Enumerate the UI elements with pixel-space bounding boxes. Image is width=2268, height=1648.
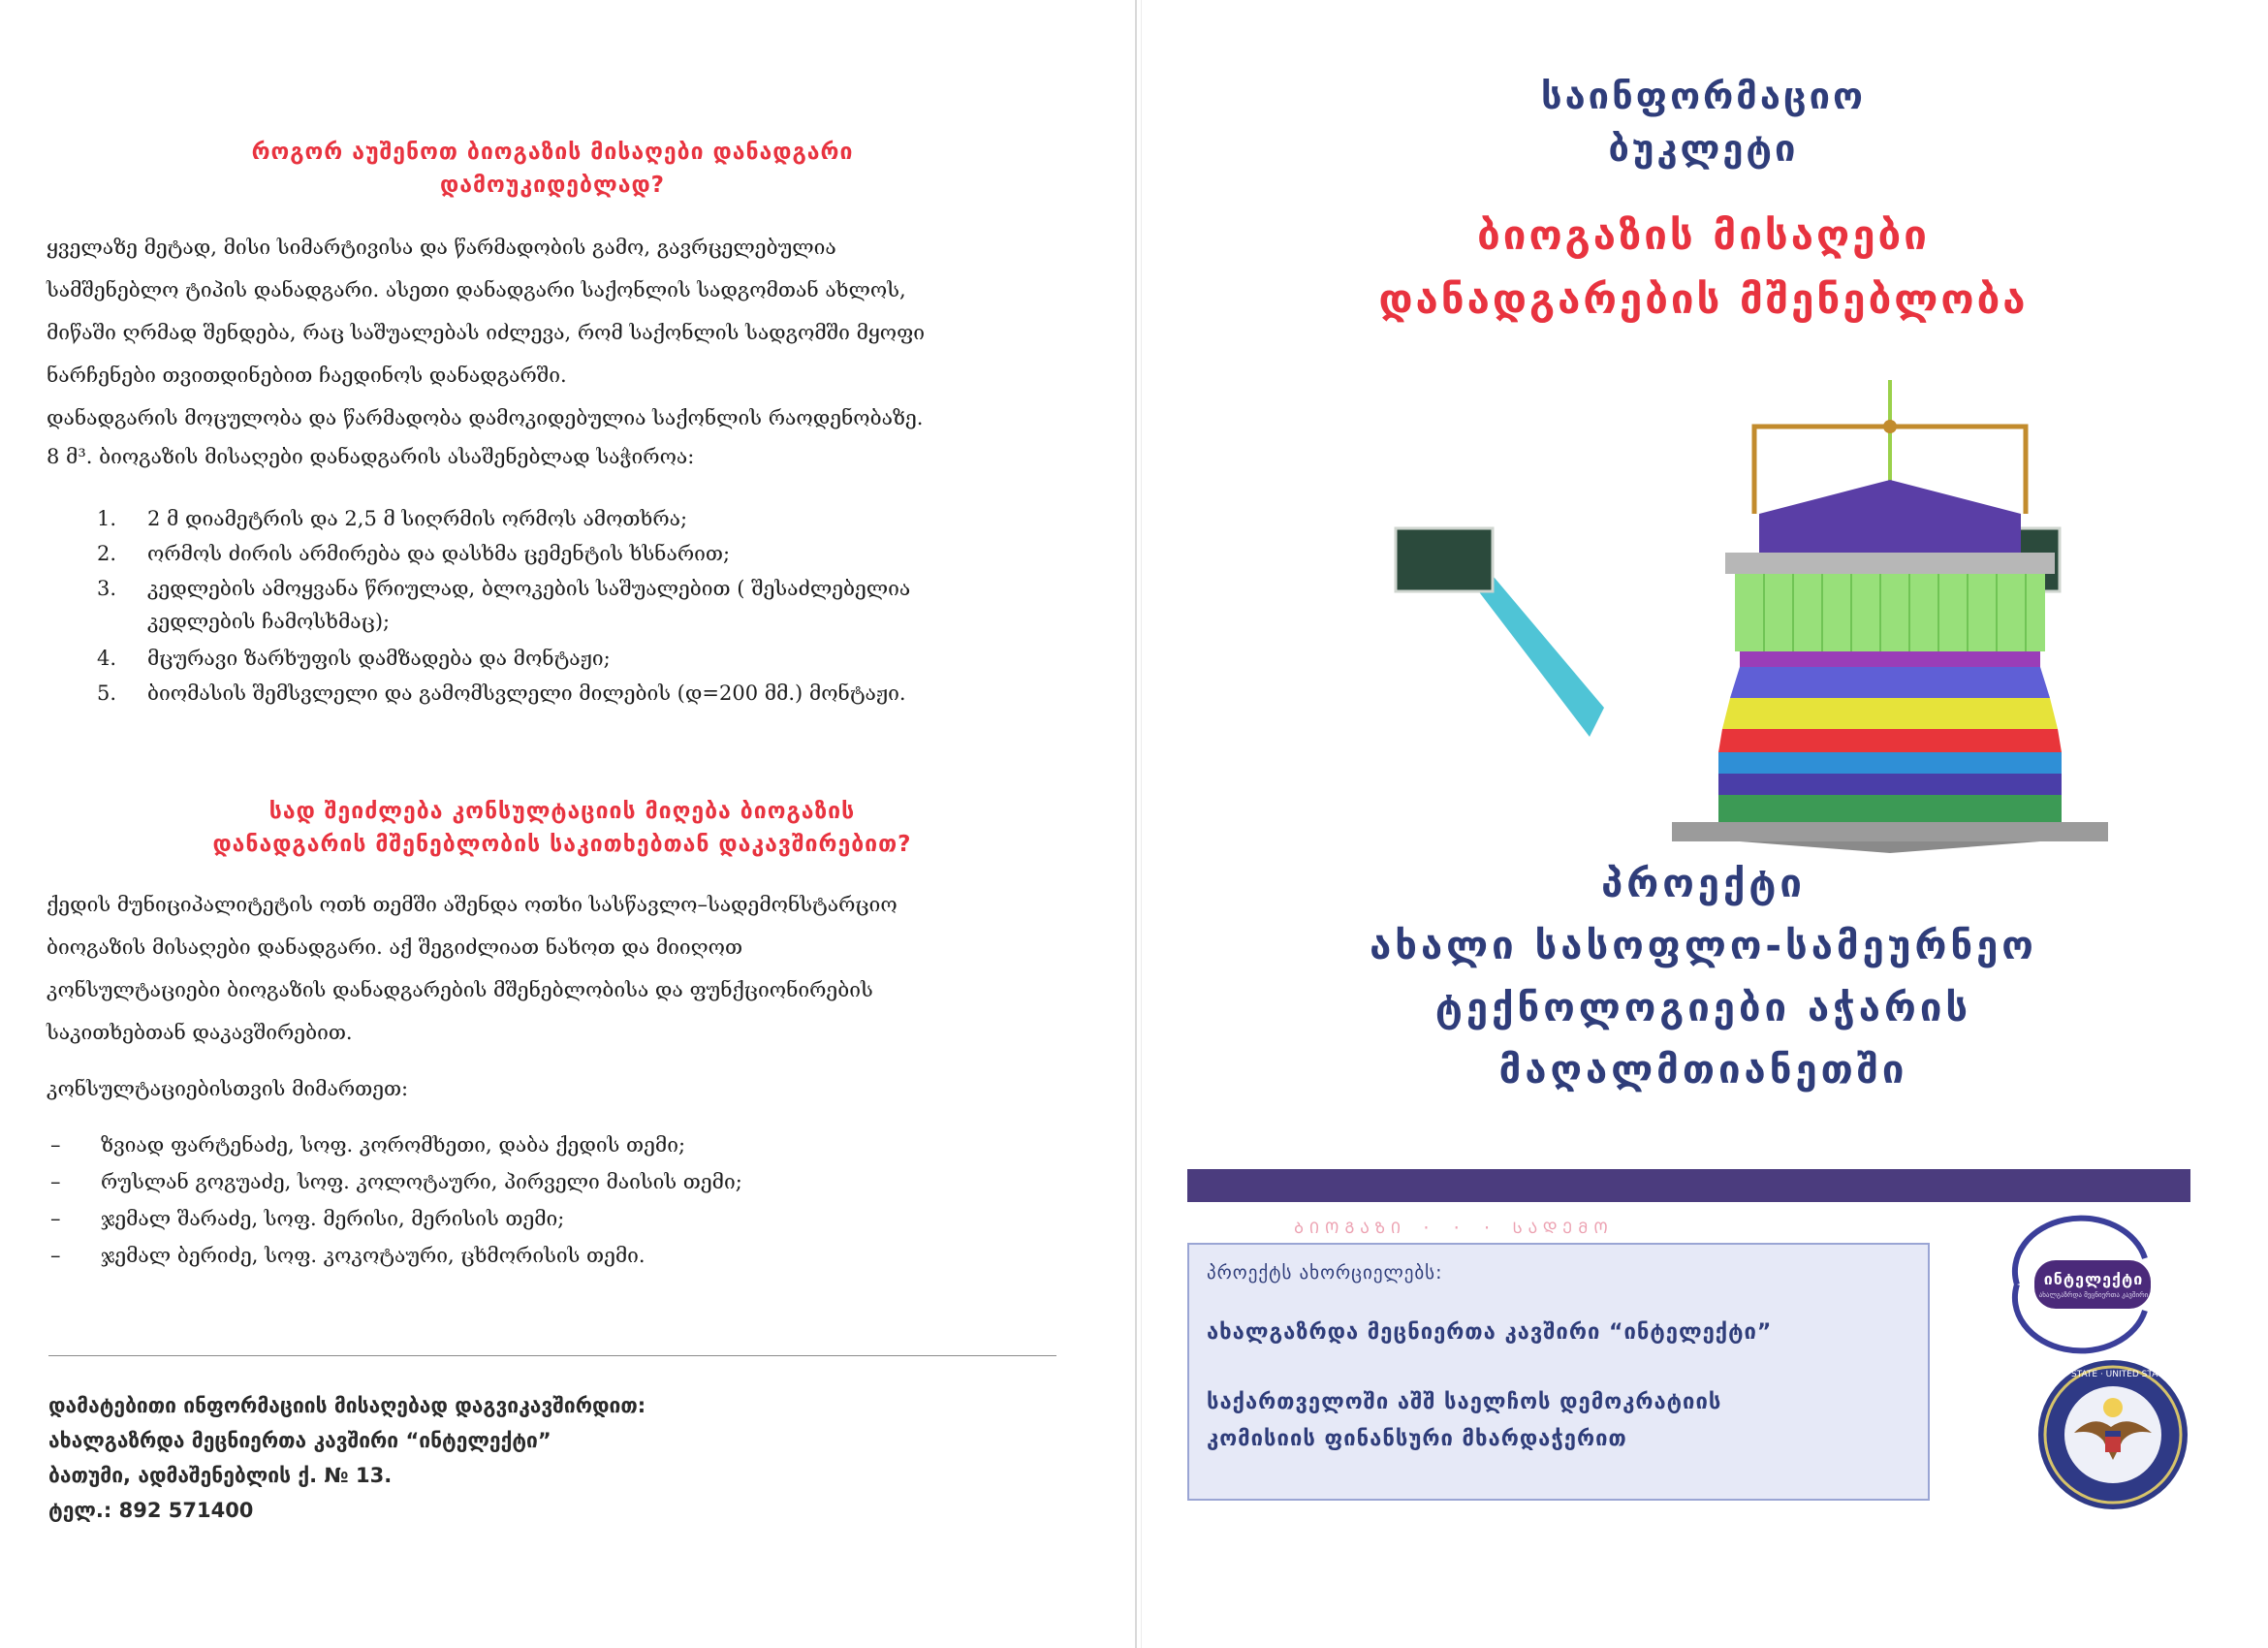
gas-holder-top — [1759, 514, 2021, 553]
project-title-line: ახალი სასოფლო-სამეურნეო — [1370, 924, 2037, 968]
intelekti-logo-subtext: ახალგაზრდა მეცნიერთა კავშირი — [2038, 1291, 2149, 1299]
list-text: ორმოს ძირის არმირება და დასხმა ცემენტის ხსნარით; — [147, 542, 731, 565]
consult-line: საკითხებთან დაკავშირებით. — [47, 1021, 353, 1044]
consult-line: ქედის მუნიციპალიტეტის ოთხ თემში აშენდა ოთხი სასწავლო–სადემონსტარციო — [47, 893, 898, 916]
info-line: ბათუმი, ადმაშენებლის ქ. № 13. — [48, 1464, 393, 1487]
list-item — [97, 574, 1076, 636]
list-text: კედლების ამოყვანა წრიულად, ბლოკების საშუალებით ( შესაძლებელია — [147, 577, 911, 600]
biogas-digester-illustration — [1333, 368, 2079, 853]
partners-box — [1187, 1243, 1930, 1501]
contact-text: ზვიად ფარტენაძე, სოფ. კორომხეთი, დაბა ქედის თემი; — [101, 1133, 686, 1157]
faded-stamp: ᲑᲘᲝᲒᲐᲖᲘ · · · ᲡᲐᲓᲔᲛᲝ — [1294, 1219, 1614, 1237]
intro-line: სამშენებლო ტიპის დანადგარი. ასეთი დანადგარი საქონლის სადგომთან ახლოს, — [47, 278, 906, 301]
contact-text: რუსლან გოგუაძე, სოფ. კოლოტაური, პირველი მაისის თემი; — [101, 1170, 742, 1193]
dash: – — [50, 1133, 61, 1157]
purple-band — [1187, 1169, 2190, 1202]
requirement-line: 8 მ³. ბიოგაზის მისაღები დანადგარის ასაშენებლად საჭიროა: — [47, 445, 695, 468]
intelekti-logo-text: ინტელექტი — [2043, 1270, 2144, 1288]
list-number: 1. — [97, 507, 117, 530]
list-number: 4. — [97, 647, 117, 670]
right-panel — [1139, 0, 2268, 1648]
seal-text: DEPARTMENT OF STATE · UNITED STATES OF AMERICA — [1995, 1370, 2231, 1379]
list-number: 3. — [97, 577, 117, 600]
digester-base — [1672, 822, 2108, 841]
q2-heading-line: დანადგარის მშენებლობის საკითხებთან დაკავშირებით? — [212, 832, 912, 857]
q2-heading-line: სად შეიძლება კონსულტაციის მიღება ბიოგაზის — [268, 799, 856, 824]
contact-text: ჯემალ შარაძე, სოფ. მერისი, მერისის თემი; — [101, 1207, 565, 1230]
info-line: ახალგაზრდა მეცნიერთა კავშირი “ინტელექტი” — [48, 1429, 551, 1452]
contact-text: ჯემალ ბერიძე, სოფ. კოკოტაური, ცხმორისის თემი. — [101, 1244, 646, 1267]
subject-line: დანადგარების მშენებლობა — [1378, 275, 2029, 323]
info-block — [48, 1388, 646, 1528]
booklet-type-line: ბუკლეტი — [1608, 127, 1799, 170]
dash: – — [50, 1207, 61, 1230]
consult-line: კონსულტაციები ბიოგაზის დანადგარების მშენებლობისა და ფუნქციონირების — [47, 978, 873, 1001]
q2-heading — [39, 795, 1086, 861]
list-text: ბიომასის შემსვლელი და გამომსვლელი მილების (დ=200 მმ.) მონტაჟი. — [147, 681, 906, 705]
list-number: 2. — [97, 542, 117, 565]
list-text: მცურავი ზარხუფის დამზადება და მონტაჟი; — [147, 647, 611, 670]
list-number: 5. — [97, 681, 117, 705]
consult-line: ბიოგაზის მისაღები დანადგარი. აქ შეგიძლიათ ნახოთ და მიიღოთ — [47, 935, 743, 959]
intro-line: მიწაში ღრმად შენდება, რაც საშუალებას იძლევა, რომ საქონლის სადგომში მყოფი — [47, 321, 926, 344]
contact-intro: კონსულტაციებისთვის მიმართეთ: — [47, 1077, 409, 1100]
project-title — [1139, 853, 2268, 1101]
dash: – — [50, 1170, 61, 1193]
project-title-line: პროექტი — [1601, 862, 1806, 906]
info-line: ტელ.: 892 571400 — [48, 1499, 254, 1522]
partner-intelekti: ახალგაზრდა მეცნიერთა კავშირი “ინტელექტი” — [1207, 1320, 1773, 1345]
list-text: 2 მ დიამეტრის და 2,5 მ სიღრმის ორმოს ამოთხრა; — [147, 507, 688, 530]
gas-holder — [1735, 574, 2045, 651]
list-item — [97, 504, 1076, 533]
gas-holder-roof — [1759, 480, 2021, 514]
intro-line: ყველაზე მეტად, მისი სიმარტივისა და წარმადობის გამო, გავრცელებულია — [47, 236, 836, 259]
partner-embassy-line: კომისიის ფინანსური მხარდაჭერით — [1207, 1427, 1627, 1451]
dash: – — [50, 1244, 61, 1267]
q1-heading — [116, 136, 989, 202]
volume-line: დანადგარის მოცულობა და წარმადობა დამოკიდებულია საქონლის რაოდენობაზე. — [47, 406, 924, 429]
booklet-type — [1139, 70, 2268, 174]
intro-line: ნარჩენები თვითდინებით ჩაედინოს დანადგარში. — [47, 364, 567, 387]
partner-embassy-line: საქართველოში აშშ საელჩოს დემოკრატიის — [1207, 1390, 1722, 1414]
project-title-line: მაღალმთიანეთში — [1498, 1048, 1908, 1093]
list-item — [97, 679, 1076, 708]
list-item — [97, 644, 1076, 673]
partners-title: პროექტს ახორციელებს: — [1207, 1262, 1443, 1284]
booklet-type-line: საინფორმაციო — [1541, 75, 1866, 117]
inlet-tank — [1396, 528, 1493, 591]
booklet-subject — [1139, 204, 2268, 332]
list-text: კედლების ჩამოსხმაც); — [147, 610, 391, 633]
list-item — [97, 539, 1076, 568]
department-of-state-seal-icon — [1995, 1357, 2231, 1512]
q1-heading-line: როგორ აუშენოთ ბიოგაზის მისაღები დანადგარი — [251, 140, 854, 165]
subject-line: ბიოგაზის მისაღები — [1477, 211, 1930, 259]
divider — [48, 1355, 1056, 1356]
info-line: დამატებითი ინფორმაციის მისაღებად დაგვიკავშირდით: — [48, 1394, 646, 1417]
project-title-line: ტექნოლოგიები აჭარის — [1434, 986, 1972, 1030]
q1-heading-line: დამოუკიდებლად? — [440, 173, 665, 198]
